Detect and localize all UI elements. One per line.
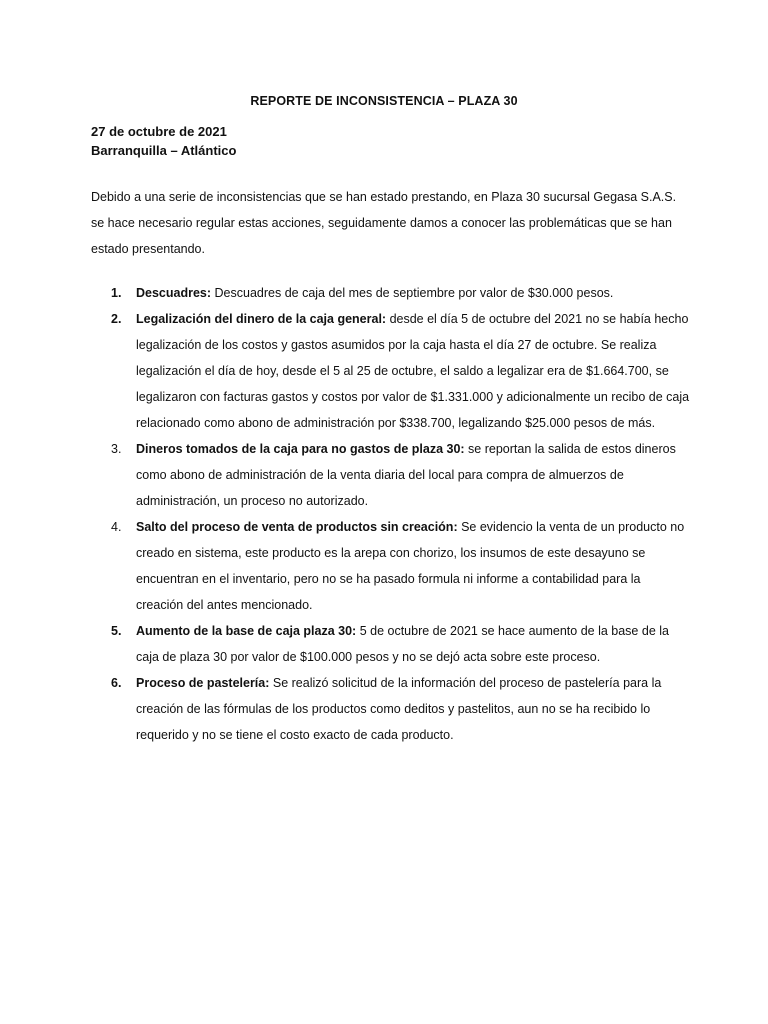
item-number: 5.: [111, 624, 122, 638]
item-title: Proceso de pastelería:: [136, 676, 270, 690]
list-item: [91, 306, 691, 436]
item-text: desde el día 5 de octubre del 2021 no se había hecho legalización de los costos y gastos asumidos por la caja hasta el día 27 de octubre. Se realiza legalización el día de hoy, desde el 5 al 25 de octubre, el saldo a legalizar era de $1.664.700, se legalizaron con facturas gastos y costos por valor de $1.331.000 y adicionalmente un recibo de caja relacionado como abono de administración por $338.700, legalizando $25.000 pesos de más.: [136, 312, 690, 430]
item-number: 2.: [111, 312, 122, 326]
issues-list: [91, 280, 691, 748]
item-title: Salto del proceso de venta de productos sin creación:: [136, 520, 458, 534]
item-text: Descuadres de caja del mes de septiembre por valor de $30.000 pesos.: [211, 286, 614, 300]
list-item: [91, 436, 691, 514]
list-item: [91, 618, 691, 670]
item-text: 5 de octubre de 2021 se hace aumento de la base de la caja de plaza 30 por valor de $100.000 pesos y no se dejó acta sobre este proceso.: [136, 624, 669, 664]
item-number: 4.: [111, 520, 122, 534]
item-text: se reportan la salida de estos dineros como abono de administración de la venta diaria del local para compra de almuerzos de administración, un proceso no autorizado.: [136, 442, 676, 508]
item-title: Dineros tomados de la caja para no gastos de plaza 30:: [136, 442, 465, 456]
list-item: [91, 670, 691, 748]
item-text: Se evidencio la venta de un producto no creado en sistema, este producto es la arepa con chorizo, los insumos de este desayuno se encuentran en el inventario, pero no se ha pasado formula ni informe a contabilidad para la creación del antes mencionado.: [136, 520, 685, 612]
list-item: [91, 280, 691, 306]
intro-paragraph: Debido a una serie de inconsistencias que se han estado prestando, en Plaza 30 sucursal Gegasa S.A.S. se hace necesario regular estas acciones, seguidamente damos a conocer las problemáticas que se han estado presentando.: [91, 190, 677, 256]
document-title: REPORTE DE INCONSISTENCIA – PLAZA 30: [250, 94, 518, 108]
item-title: Legalización del dinero de la caja general:: [136, 312, 387, 326]
document-location: Barranquilla – Atlántico: [91, 143, 237, 158]
item-text: Se realizó solicitud de la información del proceso de pastelería para la creación de las fórmulas de los productos como deditos y pastelitos, aun no se ha recibido lo requerido y no se tiene el costo exacto de cada producto.: [136, 676, 662, 742]
item-title: Aumento de la base de caja plaza 30:: [136, 624, 357, 638]
list-item: [91, 514, 691, 618]
item-number: 3.: [111, 442, 122, 456]
item-number: 1.: [111, 286, 122, 300]
item-number: 6.: [111, 676, 122, 690]
item-title: Descuadres:: [136, 286, 212, 300]
document-date: 27 de octubre de 2021: [91, 124, 227, 139]
